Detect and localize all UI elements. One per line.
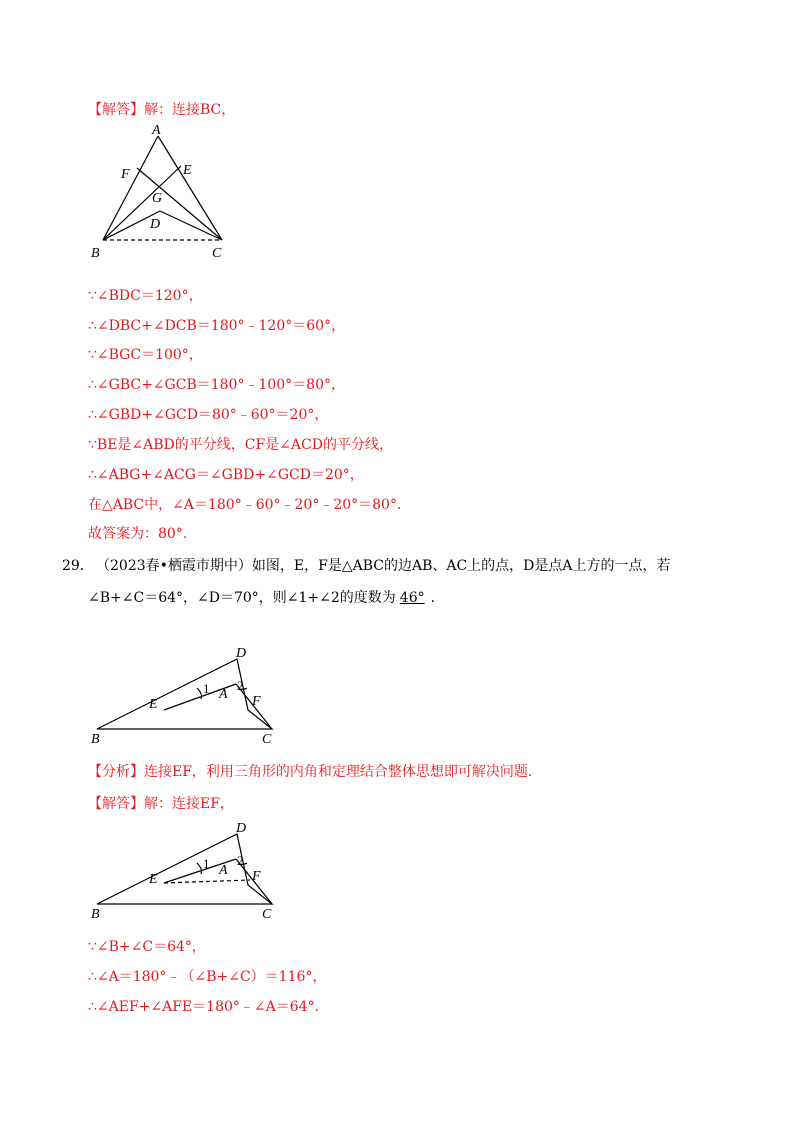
figure-triangle-bisectors <box>85 120 255 265</box>
solution-step: ∴∠AEF+∠AFE＝180°﹣∠A＝64°． <box>88 999 329 1015</box>
label-C: C <box>262 907 272 920</box>
answer-blank: 46° <box>399 590 425 606</box>
analysis-text: 【分析】连接EF，利用三角形的内角和定理结合整体思想即可解决问题． <box>88 764 542 780</box>
solution-heading-1: 【解答】解：连接BC， <box>88 102 236 118</box>
label-A: A <box>152 123 161 138</box>
label-C: C <box>262 732 272 747</box>
label-angle-2: 2 <box>237 678 244 693</box>
solution-step: ∴∠ABG+∠ACG＝∠GBD+∠GCD＝20°， <box>88 467 364 483</box>
outline-BDC <box>97 659 272 729</box>
label-angle-1: 1 <box>203 856 210 871</box>
solution-step: 故答案为：80°． <box>88 526 197 542</box>
question-text-line2-prefix: ∠B+∠C＝64°，∠D＝70°，则∠1+∠2的度数为 <box>88 590 396 606</box>
solution-step: ∴∠GBC+∠GCB＝180°﹣100°＝80°， <box>88 377 345 393</box>
solution-step: ∴∠GBD+∠GCD＝80°﹣60°＝20°， <box>88 407 329 423</box>
label-A: A <box>219 863 228 878</box>
solution-step: ∵∠BDC＝120°， <box>88 288 203 304</box>
label-G: G <box>152 191 163 206</box>
label-B: B <box>91 732 100 747</box>
label-D: D <box>236 646 247 661</box>
solution-step: 在△ABC中，∠A＝180°﹣60°﹣20°﹣20°＝80°． <box>88 497 411 513</box>
question-number: 29． <box>62 558 94 574</box>
figure-question29-solution <box>85 815 285 920</box>
solution-step: ∵BE是∠ABD的平分线，CF是∠ACD的平分线， <box>88 437 393 453</box>
label-E: E <box>149 872 158 887</box>
solution-step: ∴∠DBC+∠DCB＝180°﹣120°＝60°， <box>88 318 346 334</box>
label-C: C <box>212 246 222 261</box>
label-F: F <box>252 694 261 709</box>
outline-BDC <box>97 834 272 904</box>
label-D: D <box>150 217 161 232</box>
solution-heading-2: 【解答】解：连接EF， <box>88 796 234 812</box>
segment-BE <box>103 166 181 240</box>
question-text-line2 <box>88 588 445 608</box>
label-A: A <box>219 687 228 702</box>
label-B: B <box>91 246 100 261</box>
solution-step: ∴∠A＝180°﹣（∠B+∠C）＝116°， <box>88 969 327 985</box>
label-angle-1: 1 <box>203 681 210 696</box>
label-D: D <box>236 821 247 836</box>
label-F: F <box>252 869 261 884</box>
segment-EF-dashed <box>164 880 250 883</box>
label-B: B <box>91 907 100 920</box>
label-E: E <box>183 163 192 178</box>
label-angle-2: 2 <box>237 853 244 868</box>
figure-question29 <box>85 640 285 750</box>
label-E: E <box>149 697 158 712</box>
solution-step: ∵∠BGC＝100°， <box>88 347 203 363</box>
question-text-line2-suffix: ． <box>430 590 445 606</box>
label-F: F <box>121 167 130 182</box>
solution-step: ∵∠B+∠C＝64°， <box>88 939 206 955</box>
question-text-line1: （2023春•栖霞市期中）如图，E，F是△ABC的边AB、AC上的点，D是点A上方的一点，若 <box>96 558 671 574</box>
